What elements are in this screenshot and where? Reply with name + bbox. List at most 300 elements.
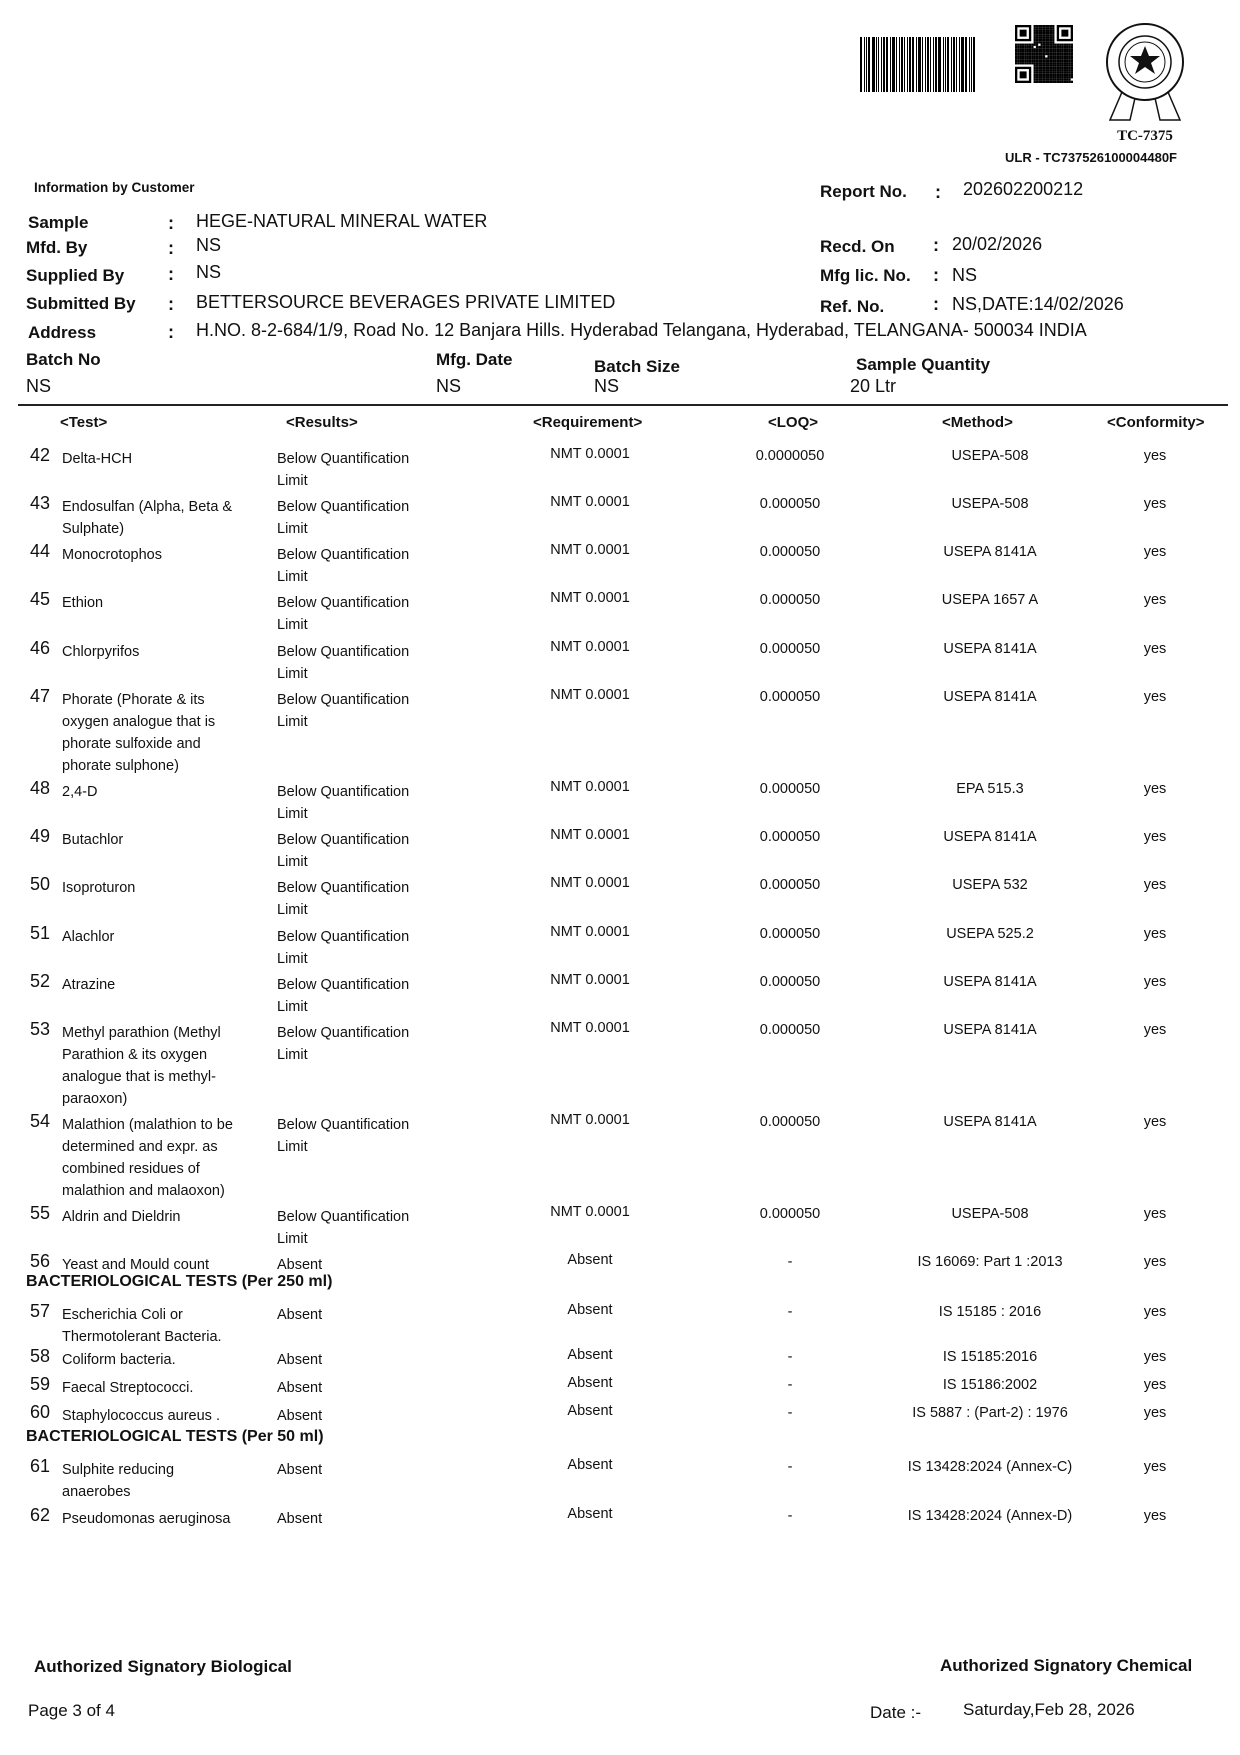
qr-module	[1066, 76, 1068, 78]
qr-module	[1036, 30, 1038, 32]
barcode-bar	[951, 37, 952, 92]
qr-module	[1047, 60, 1049, 62]
barcode-bar	[973, 37, 975, 92]
row-number: 43	[30, 493, 51, 513]
qr-module	[1047, 32, 1049, 34]
qr-module	[1066, 60, 1068, 62]
qr-module	[1066, 48, 1068, 50]
barcode-bar	[881, 37, 882, 92]
qr-module	[1034, 41, 1036, 43]
qr-module	[1043, 27, 1045, 29]
qr-module	[1057, 71, 1059, 73]
qr-module	[1059, 67, 1061, 69]
qr-module	[1068, 57, 1070, 59]
test-name: Butachlor	[62, 832, 124, 848]
qr-module	[1052, 44, 1054, 46]
qr-module	[1061, 71, 1063, 73]
requirement: Absent	[567, 1302, 613, 1318]
qr-module	[1027, 51, 1029, 53]
test-result: Below Quantification Limit	[277, 499, 410, 537]
qr-module	[1057, 62, 1059, 64]
test-result: Below Quantification Limit	[277, 880, 410, 918]
qr-module	[1050, 64, 1052, 66]
qr-module	[1047, 39, 1049, 41]
qr-module	[1059, 44, 1061, 46]
requirement: NMT 0.0001	[550, 687, 630, 703]
loq-value: 0.000050	[759, 1206, 821, 1222]
qr-module	[1064, 60, 1066, 62]
qr-module	[1043, 60, 1045, 62]
submitted-by-value: BETTERSOURCE BEVERAGES PRIVATE LIMITED	[196, 292, 616, 312]
signatory-chemical: Authorized Signatory Chemical	[940, 1656, 1193, 1675]
qr-module	[1064, 67, 1066, 69]
qr-module	[1052, 27, 1054, 29]
test-method: USEPA 8141A	[943, 829, 1037, 845]
qr-module	[1066, 78, 1068, 80]
qr-module	[1066, 44, 1068, 46]
qr-module	[1050, 27, 1052, 29]
qr-module	[1054, 76, 1056, 78]
qr-module	[1052, 48, 1054, 50]
barcode-bar	[945, 37, 946, 92]
qr-module	[1047, 27, 1049, 29]
qr-module	[1066, 46, 1068, 48]
test-method: USEPA 8141A	[943, 1114, 1037, 1130]
qr-module	[1068, 60, 1070, 62]
qr-module	[1047, 37, 1049, 39]
loq-value: 0.0000050	[755, 448, 825, 464]
qr-module	[1041, 51, 1043, 53]
qr-module	[1029, 51, 1031, 53]
supplied-by-label: Supplied By	[26, 266, 125, 285]
qr-module	[1034, 64, 1036, 66]
qr-module	[1064, 48, 1066, 50]
qr-module	[1029, 48, 1031, 50]
qr-module	[1022, 53, 1024, 55]
barcode-bar	[916, 37, 917, 92]
qr-module	[1022, 62, 1024, 64]
qr-code-icon	[1015, 25, 1073, 83]
qr-module	[1022, 55, 1024, 57]
qr-module	[1024, 62, 1026, 64]
qr-module	[1024, 57, 1026, 59]
qr-module	[1059, 57, 1061, 59]
qr-module	[1041, 25, 1043, 27]
qr-module	[1068, 78, 1070, 80]
qr-module	[1038, 41, 1040, 43]
batch-size-label: Batch Size	[594, 357, 680, 376]
requirement: Absent	[567, 1375, 613, 1391]
loq-value: 0.000050	[759, 592, 821, 608]
qr-module	[1045, 67, 1047, 69]
qr-module	[1043, 76, 1045, 78]
test-result: Below Quantification Limit	[277, 595, 410, 633]
conformity: yes	[1143, 1349, 1167, 1365]
test-result: Below Quantification Limit	[277, 1209, 410, 1247]
qr-module	[1052, 60, 1054, 62]
requirement: NMT 0.0001	[550, 972, 630, 988]
qr-module	[1059, 46, 1061, 48]
qr-module	[1054, 55, 1056, 57]
barcode-bar	[947, 37, 949, 92]
qr-module	[1041, 53, 1043, 55]
seal-code: TC-7375	[1117, 128, 1173, 144]
qr-module	[1036, 34, 1038, 36]
qr-module	[1041, 44, 1043, 46]
qr-module	[1031, 48, 1033, 50]
ref-no-label: Ref. No.	[820, 297, 885, 316]
qr-module	[1041, 81, 1043, 83]
barcode-icon	[860, 37, 985, 92]
qr-module	[1054, 51, 1056, 53]
test-name: Sulphite reducing anaerobes	[62, 1462, 175, 1500]
qr-module	[1017, 51, 1019, 53]
row-number: 49	[30, 826, 51, 846]
qr-module	[1036, 48, 1038, 50]
barcode-bar	[901, 37, 903, 92]
qr-module	[1050, 39, 1052, 41]
qr-module	[1045, 27, 1047, 29]
qr-module	[1068, 51, 1070, 53]
report-no-value: 202602200212	[963, 179, 1084, 199]
row-number: 47	[30, 686, 51, 706]
barcode-bar	[878, 37, 879, 92]
qr-module	[1036, 46, 1038, 48]
qr-module	[1047, 76, 1049, 78]
qr-module	[1047, 25, 1049, 27]
qr-module	[1071, 55, 1073, 57]
barcode-bar	[899, 37, 900, 92]
qr-module	[1038, 69, 1040, 71]
qr-module	[1059, 60, 1061, 62]
qr-module	[1068, 76, 1070, 78]
test-result: Below Quantification Limit	[277, 644, 410, 682]
qr-module	[1045, 37, 1047, 39]
requirement: NMT 0.0001	[550, 779, 630, 795]
qr-module	[1027, 55, 1029, 57]
colon: :	[168, 238, 174, 258]
qr-module	[1017, 48, 1019, 50]
qr-module	[1043, 34, 1045, 36]
barcode-bar	[961, 37, 964, 92]
qr-module	[1034, 37, 1036, 39]
header-test: <Test>	[60, 414, 108, 431]
qr-module	[1036, 44, 1038, 46]
qr-module	[1041, 69, 1043, 71]
qr-module	[1050, 34, 1052, 36]
qr-module	[1038, 51, 1040, 53]
qr-module	[1036, 32, 1038, 34]
colon: :	[168, 294, 174, 314]
test-result: Below Quantification Limit	[277, 977, 410, 1015]
row-number: 57	[30, 1301, 51, 1321]
supplied-by-value: NS	[196, 262, 222, 282]
header-method: <Method>	[942, 414, 1013, 431]
qr-module	[1034, 67, 1036, 69]
qr-module	[1061, 53, 1063, 55]
qr-module	[1061, 78, 1063, 80]
requirement: NMT 0.0001	[550, 446, 630, 462]
requirement: NMT 0.0001	[550, 875, 630, 891]
qr-module	[1047, 46, 1049, 48]
qr-module	[1038, 55, 1040, 57]
qr-module	[1064, 46, 1066, 48]
barcode-bar	[965, 37, 967, 92]
conformity: yes	[1143, 926, 1167, 942]
loq-value: 0.000050	[759, 926, 821, 942]
qr-module	[1045, 64, 1047, 66]
qr-module	[1043, 44, 1045, 46]
barcode-bar	[933, 37, 934, 92]
requirement: NMT 0.0001	[550, 494, 630, 510]
info-section-title: Information by Customer	[34, 180, 195, 195]
qr-module	[1041, 74, 1043, 76]
test-result: Below Quantification Limit	[277, 692, 410, 730]
test-name: Coliform bacteria.	[62, 1352, 176, 1368]
requirement: Absent	[567, 1347, 613, 1363]
qr-module	[1024, 53, 1026, 55]
qr-module	[1034, 27, 1036, 29]
qr-module	[1015, 44, 1017, 46]
qr-module	[1050, 41, 1052, 43]
qr-module	[1034, 60, 1036, 62]
test-method: IS 16069: Part 1 :2013	[917, 1254, 1063, 1270]
qr-module	[1036, 71, 1038, 73]
qr-module	[1057, 64, 1059, 66]
qr-module	[1050, 37, 1052, 39]
qr-module	[1061, 81, 1063, 83]
qr-module	[1061, 57, 1063, 59]
test-name: Yeast and Mould count	[62, 1257, 209, 1273]
qr-module	[1057, 57, 1059, 59]
qr-module	[1045, 44, 1047, 46]
row-number: 46	[30, 638, 51, 658]
barcode-bar	[864, 37, 865, 92]
qr-module	[1057, 60, 1059, 62]
qr-module	[1068, 48, 1070, 50]
qr-module	[1041, 64, 1043, 66]
test-method: IS 13428:2024 (Annex-C)	[907, 1459, 1073, 1475]
qr-module	[1036, 67, 1038, 69]
test-name: Staphylococcus aureus .	[62, 1408, 220, 1424]
qr-module	[1066, 67, 1068, 69]
loq-value: -	[787, 1377, 793, 1393]
batch-no-value: NS	[26, 376, 52, 396]
qr-module	[1071, 81, 1073, 83]
qr-module	[1064, 69, 1066, 71]
barcode-bar	[912, 37, 914, 92]
test-method: EPA 515.3	[956, 781, 1024, 797]
qr-module	[1050, 71, 1052, 73]
requirement: NMT 0.0001	[550, 1112, 630, 1128]
qr-module	[1015, 51, 1017, 53]
qr-module	[1017, 55, 1019, 57]
qr-module	[1059, 78, 1061, 80]
qr-module	[1050, 67, 1052, 69]
qr-module	[1031, 62, 1033, 64]
test-method: USEPA-508	[951, 1206, 1029, 1222]
qr-module	[1054, 62, 1056, 64]
colon: :	[168, 213, 174, 233]
qr-module	[1052, 39, 1054, 41]
qr-module	[1064, 81, 1066, 83]
qr-module	[1052, 25, 1054, 27]
qr-module	[1061, 69, 1063, 71]
qr-module	[1034, 25, 1036, 27]
qr-module	[1052, 81, 1054, 83]
qr-module	[1068, 67, 1070, 69]
qr-module	[1036, 25, 1038, 27]
qr-module	[1054, 46, 1056, 48]
qr-module	[1041, 27, 1043, 29]
qr-module	[1050, 78, 1052, 80]
row-number: 48	[30, 778, 51, 798]
qr-module	[1041, 32, 1043, 34]
conformity: yes	[1143, 592, 1167, 608]
address-label: Address	[28, 323, 97, 342]
loq-value: 0.000050	[759, 781, 821, 797]
mfd-by-value: NS	[196, 235, 222, 255]
row-number: 51	[30, 923, 51, 943]
qr-module	[1024, 46, 1026, 48]
qr-module	[1064, 76, 1066, 78]
qr-module	[1041, 76, 1043, 78]
qr-module	[1050, 30, 1052, 32]
loq-value: -	[787, 1405, 793, 1421]
qr-module	[1050, 32, 1052, 34]
submitted-by-label: Submitted By	[26, 294, 136, 313]
qr-module	[1022, 44, 1024, 46]
qr-module	[1034, 51, 1036, 53]
qr-module	[1043, 69, 1045, 71]
test-result: Below Quantification Limit	[277, 832, 410, 870]
mfg-lic-no-value: NS	[952, 265, 978, 285]
test-name: Chlorpyrifos	[62, 644, 140, 660]
qr-module	[1059, 76, 1061, 78]
qr-module	[1052, 37, 1054, 39]
qr-module	[1054, 60, 1056, 62]
qr-module	[1066, 71, 1068, 73]
test-result: Below Quantification Limit	[277, 1025, 410, 1063]
test-method: USEPA-508	[951, 496, 1029, 512]
qr-module	[1034, 53, 1036, 55]
qr-module	[1068, 64, 1070, 66]
loq-value: 0.000050	[759, 829, 821, 845]
barcode-bar	[938, 37, 941, 92]
qr-module	[1050, 76, 1052, 78]
qr-module	[1045, 48, 1047, 50]
batch-no-label: Batch No	[26, 350, 101, 369]
barcode-bar	[896, 37, 897, 92]
conformity: yes	[1143, 544, 1167, 560]
qr-module	[1024, 55, 1026, 57]
qr-module	[1045, 30, 1047, 32]
mfd-by-label: Mfd. By	[26, 238, 88, 257]
row-number: 53	[30, 1019, 51, 1039]
loq-value: 0.000050	[759, 1022, 821, 1038]
row-number: 42	[30, 445, 51, 465]
qr-module	[1038, 53, 1040, 55]
colon: :	[168, 322, 174, 342]
qr-module	[1047, 64, 1049, 66]
qr-module	[1066, 62, 1068, 64]
qr-module	[1041, 46, 1043, 48]
qr-module	[1064, 64, 1066, 66]
qr-module	[1064, 55, 1066, 57]
qr-module	[1071, 76, 1073, 78]
test-method: USEPA 8141A	[943, 641, 1037, 657]
row-number: 59	[30, 1374, 51, 1394]
qr-module	[1045, 46, 1047, 48]
requirement: Absent	[567, 1506, 613, 1522]
barcode-bar	[876, 37, 877, 92]
qr-module	[1017, 53, 1019, 55]
qr-module	[1043, 78, 1045, 80]
test-method: IS 15185:2016	[942, 1349, 1038, 1365]
barcode-bar	[971, 37, 972, 92]
qr-module	[1041, 60, 1043, 62]
qr-module	[1015, 60, 1017, 62]
barcode-bar	[892, 37, 895, 92]
qr-module	[1052, 78, 1054, 80]
qr-module	[1034, 32, 1036, 34]
qr-module	[1059, 48, 1061, 50]
qr-module	[1061, 46, 1063, 48]
qr-module	[1057, 78, 1059, 80]
recd-on-label: Recd. On	[820, 237, 895, 256]
qr-module	[1038, 37, 1040, 39]
qr-module	[1024, 48, 1026, 50]
loq-value: 0.000050	[759, 974, 821, 990]
test-result: Below Quantification Limit	[277, 547, 410, 585]
qr-module	[1061, 44, 1063, 46]
qr-module	[1036, 64, 1038, 66]
qr-module	[1043, 32, 1045, 34]
mfg-date-label: Mfg. Date	[436, 350, 513, 369]
barcode-bar	[956, 37, 957, 92]
qr-module	[1043, 39, 1045, 41]
qr-module	[1029, 53, 1031, 55]
qr-module	[1057, 76, 1059, 78]
conformity: yes	[1143, 1459, 1167, 1475]
qr-module	[1054, 78, 1056, 80]
qr-module	[1071, 53, 1073, 55]
qr-module	[1041, 71, 1043, 73]
qr-module	[1068, 62, 1070, 64]
qr-module	[1036, 51, 1038, 53]
qr-module	[1054, 64, 1056, 66]
test-name: Pseudomonas aeruginosa	[62, 1511, 231, 1527]
qr-module	[1029, 46, 1031, 48]
qr-module	[1029, 62, 1031, 64]
qr-module	[1043, 25, 1045, 27]
qr-module	[1071, 71, 1073, 73]
qr-module	[1036, 27, 1038, 29]
qr-module	[1061, 30, 1068, 37]
qr-module	[1047, 44, 1049, 46]
qr-module	[1064, 44, 1066, 46]
test-method: IS 15186:2002	[942, 1377, 1038, 1393]
qr-module	[1038, 25, 1040, 27]
qr-module	[1043, 30, 1045, 32]
table-divider	[18, 404, 1228, 406]
qr-module	[1043, 74, 1045, 76]
loq-value: 0.000050	[759, 641, 821, 657]
test-result: Absent	[277, 1462, 323, 1478]
qr-module	[1052, 55, 1054, 57]
qr-module	[1059, 62, 1061, 64]
qr-module	[1038, 60, 1040, 62]
